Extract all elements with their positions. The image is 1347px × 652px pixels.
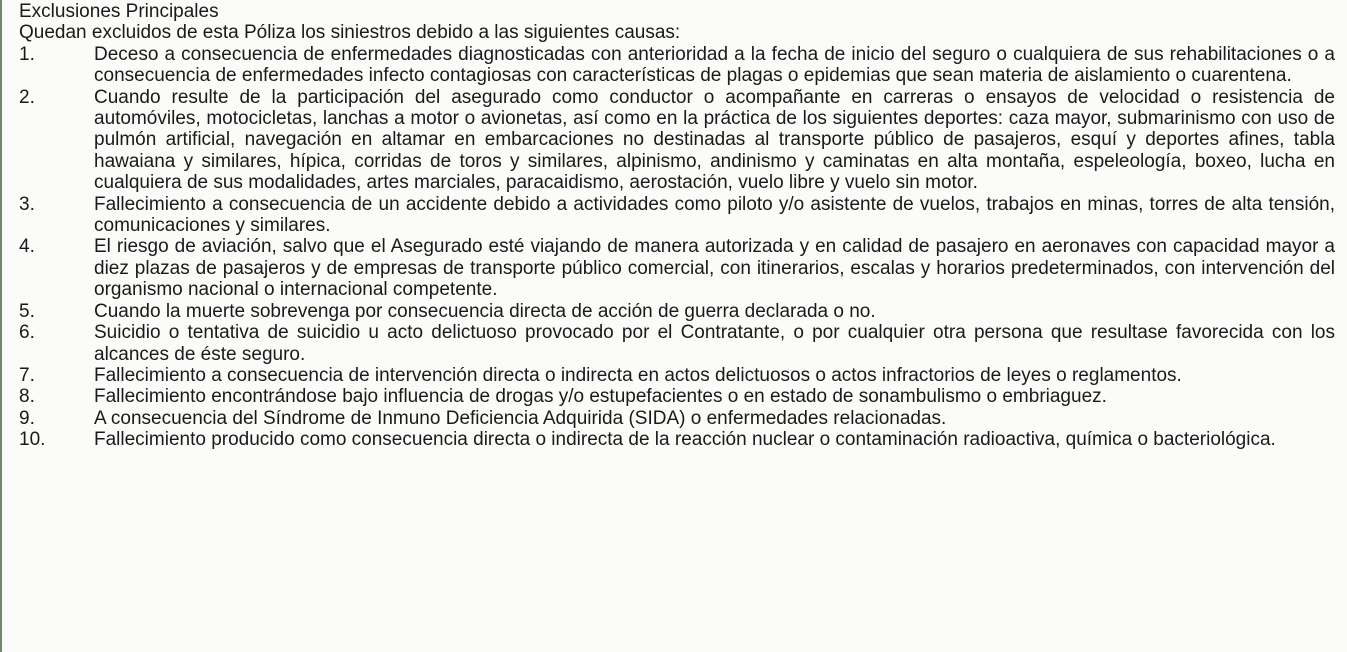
item-number: 6. xyxy=(19,322,35,344)
list-item xyxy=(19,301,1335,322)
list-item xyxy=(19,194,1335,237)
item-number: 3. xyxy=(19,193,35,215)
exclusions-list xyxy=(19,44,1335,451)
list-item xyxy=(19,322,1335,365)
item-number: 4. xyxy=(19,236,35,258)
section-intro: Quedan excluidos de esta Póliza los siniestros debido a las siguientes causas: xyxy=(19,22,681,44)
item-text: El riesgo de aviación, salvo que el Asegurado esté viajando de manera autorizada y en calidad de pasajero en aeronaves con capacidad mayor a diez plazas de pasajeros y de empresas de transporte público comercial, con itinerarios, escalas y horarios predeterminados, con intervención del organismo nacional o internacional competente. xyxy=(94,236,1335,301)
item-text: Suicidio o tentativa de suicidio u acto delictuoso provocado por el Contratante, o por cualquier otra persona que resultase favorecida con los alcances de éste seguro. xyxy=(94,322,1335,365)
item-text: Fallecimiento a consecuencia de un accidente debido a actividades como piloto y/o asistente de vuelos, trabajos en minas, torres de alta tensión, comunicaciones y similares. xyxy=(94,193,1335,237)
list-item xyxy=(19,386,1335,407)
list-item xyxy=(19,408,1335,429)
list-item xyxy=(19,44,1335,87)
item-text: Fallecimiento producido como consecuencia directa o indirecta de la reacción nuclear o contaminación radioactiva, química o bacteriológica. xyxy=(94,429,1276,451)
item-text: A consecuencia del Síndrome de Inmuno Deficiencia Adquirida (SIDA) o enfermedades relacionadas. xyxy=(94,407,947,429)
item-number: 10. xyxy=(19,429,46,451)
item-number: 5. xyxy=(19,300,35,322)
item-text: Fallecimiento a consecuencia de intervención directa o indirecta en actos delictuosos o actos infractorios de leyes o reglamentos. xyxy=(94,364,1182,386)
item-text: Cuando la muerte sobrevenga por consecuencia directa de acción de guerra declarada o no. xyxy=(94,300,876,322)
item-text: Fallecimiento encontrándose bajo influencia de drogas y/o estupefacientes o en estado de sonambulismo o embriaguez. xyxy=(94,386,1107,408)
list-item xyxy=(19,236,1335,300)
scan-edge xyxy=(0,0,2,652)
list-item xyxy=(19,429,1335,450)
list-item xyxy=(19,87,1335,194)
section-heading: Exclusiones Principales xyxy=(19,1,219,22)
item-number: 9. xyxy=(19,407,35,429)
item-number: 1. xyxy=(19,43,35,65)
exclusions-section xyxy=(19,1,1335,451)
item-number: 2. xyxy=(19,86,35,108)
item-number: 8. xyxy=(19,386,35,408)
item-text: Deceso a consecuencia de enfermedades diagnosticadas con anterioridad a la fecha de inicio del seguro o cualquiera de sus rehabilitaciones o a consecuencia de enfermedades infecto contagiosas con características de plagas o epidemias que sean materia de aislamiento o cuarentena. xyxy=(94,43,1335,87)
item-number: 7. xyxy=(19,364,35,386)
list-item xyxy=(19,365,1335,386)
item-text: Cuando resulte de la participación del asegurado como conductor o acompañante en carreras o ensayos de velocidad o resistencia de automóviles, motocicletas, lanchas a motor o avionetas, así como en la práctica de los siguientes deportes: caza mayor, submarinismo con uso de pulmón artificial, navegación en altamar en embarcaciones no destinadas al transporte público de pasajeros, esquí y deportes afines, tabla hawaiana y similares, hípica, corridas de toros y similares, alpinismo, andinismo y caminatas en alta montaña, espeleología, boxeo, lucha en cualquiera de sus modalidades, artes marciales, paracaidismo, aerostación, vuelo libre y vuelo sin motor. xyxy=(94,86,1335,194)
